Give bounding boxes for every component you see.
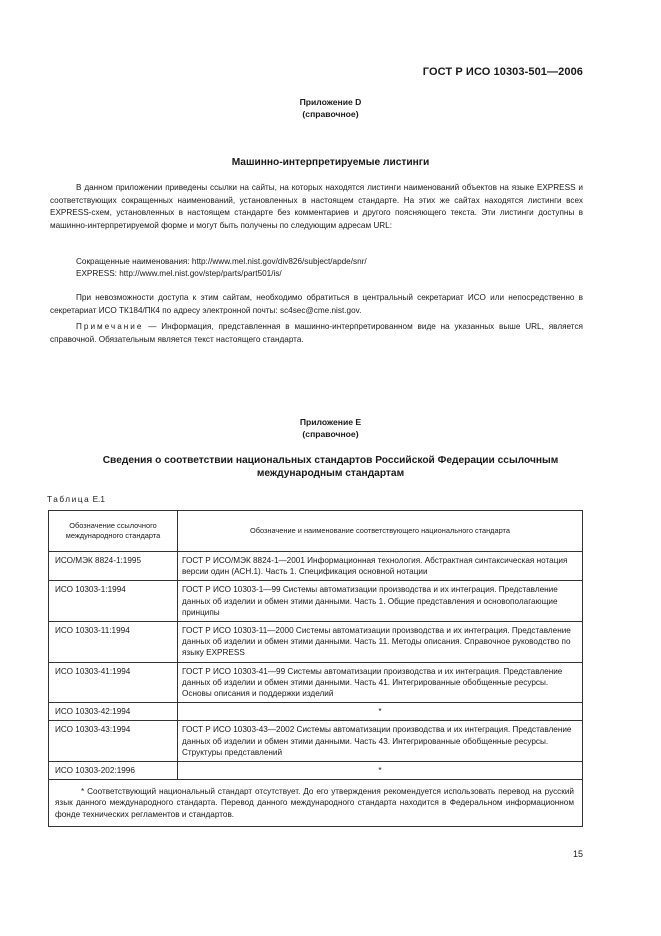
note-label: Примечание — [76, 322, 144, 331]
annex-d-url-short-names: Сокращенные наименования: http://www.mel.nist.gov/div826/subject/apde/snr/ — [76, 257, 367, 266]
annex-e-title: Приложение Е — [299, 417, 362, 427]
table-footnote: * Соответствующий национальный стандарт отсутствует. До его утверждения рекомендуется использовать перевод на русский язык данного международного стандарта. Перевод данного международного стандарта находится в Федеральном информационном фонде технических регламентов и стандартов. — [55, 787, 574, 819]
cell-international-standard: ИСО 10303-41:1994 — [49, 662, 178, 703]
annex-d-paragraph-1: В данном приложении приведены ссылки на сайты, на которых находятся листинги наименований объектов на языке EXPRESS и соответствующих сокращенных наименований, установленных в настоящем стандарте. На этих же сайтах находятся листинги всех EXPRESS-схем, установленных в настоящем стандарте без комментариев и другого поясняющего текста. Эти листинги доступны в машинно-интерпретируемой форме и могут быть получены по следующим адресам URL: — [50, 183, 583, 230]
table-caption-label: Таблица — [47, 495, 91, 504]
cell-national-standard: * — [178, 762, 583, 780]
cell-national-standard: ГОСТ Р ИСО 10303-1—99 Системы автоматизации производства и их интеграция. Представление данных об изделии и обмен этими данными. Часть 1. Общие представления и основополагающие принципы — [178, 581, 583, 622]
cell-national-standard: * — [178, 703, 583, 721]
table-footnote-cell — [49, 780, 583, 827]
cell-national-standard: ГОСТ Р ИСО/МЭК 8824-1—2001 Информационная технология. Абстрактная синтаксическая нотация версии один (АСН.1). Часть 1. Спецификация основной нотации — [178, 552, 583, 581]
table-footnote-row — [49, 780, 583, 827]
cell-national-standard: ГОСТ Р ИСО 10303-11—2000 Системы автоматизации производства и их интеграция. Представление данных об изделии и обмен этими данными. Часть 11. Методы описания. Справочное руководство по языку EXPRESS — [178, 622, 583, 663]
cell-national-standard: ГОСТ Р ИСО 10303-43—2002 Системы автоматизации производства и их интеграция. Представление данных об изделии и обмен этими данными. Часть 43. Интегрированные обобщенные ресурсы. Структуры представлений — [178, 721, 583, 762]
table-row — [49, 662, 583, 703]
annex-d-paragraph-2: При невозможности доступа к этим сайтам, необходимо обратиться в центральный секретариат ИСО или непосредственно в секретариат ИСО ТК184/ПК4 по адресу электронной почты: sc4sec@cme.nist.gov. — [50, 293, 583, 315]
table-caption — [47, 495, 105, 504]
note-text: — Информация, представленная в машинно-интерпретированном виде на указанных выше URL, является справочной. Обязательным является текст настоящего стандарта. — [50, 322, 583, 344]
table-row — [49, 622, 583, 663]
standards-correspondence-table — [48, 510, 583, 827]
table-row — [49, 581, 583, 622]
annex-e-heading-line-2: международным стандартам — [256, 468, 405, 479]
cell-national-standard: ГОСТ Р ИСО 10303-41—99 Системы автоматизации производства и их интеграция. Представление данных об изделии и обмен этими данными. Часть 41. Интегрированные обобщенные ресурсы. Основы описания и поддержки изделий — [178, 662, 583, 703]
cell-international-standard: ИСО 10303-43:1994 — [49, 721, 178, 762]
annex-d-heading: Машинно-интерпретируемые листинги — [231, 157, 430, 168]
annex-e-heading-line-1: Сведения о соответствии национальных стандартов Российской Федерации ссылочным — [102, 455, 559, 466]
table-header-row — [49, 511, 583, 552]
annex-d-note — [50, 321, 583, 346]
annex-d-subtitle: (справочное) — [302, 109, 359, 119]
table-caption-number: Е.1 — [90, 495, 105, 504]
annex-d-title: Приложение D — [299, 97, 362, 107]
cell-international-standard: ИСО 10303-42:1994 — [49, 703, 178, 721]
annex-e-subtitle: (справочное) — [302, 429, 359, 439]
annex-d-url-express: EXPRESS: http://www.mel.nist.gov/step/parts/part501/is/ — [76, 269, 282, 278]
annex-e-heading — [50, 454, 611, 480]
column-header-national: Обозначение и наименование соответствующего национального стандарта — [178, 511, 583, 552]
cell-international-standard: ИСО 10303-11:1994 — [49, 622, 178, 663]
standard-header: ГОСТ Р ИСО 10303-501—2006 — [422, 66, 583, 78]
cell-international-standard: ИСО 10303-1:1994 — [49, 581, 178, 622]
cell-international-standard: ИСО 10303-202:1996 — [49, 762, 178, 780]
table-row — [49, 762, 583, 780]
table-row — [49, 703, 583, 721]
column-header-international: Обозначение ссылочного международного стандарта — [49, 511, 178, 552]
table-row — [49, 552, 583, 581]
table-row — [49, 721, 583, 762]
page-number: 15 — [572, 849, 583, 859]
cell-international-standard: ИСО/МЭК 8824-1:1995 — [49, 552, 178, 581]
